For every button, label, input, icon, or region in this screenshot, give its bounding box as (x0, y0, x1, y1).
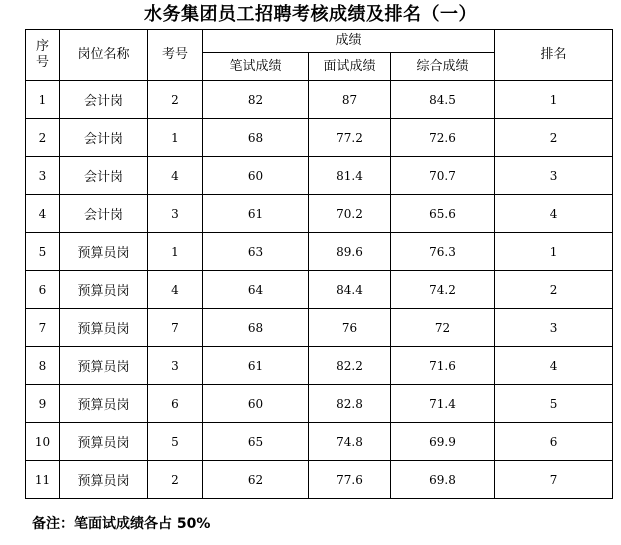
cell-exam-no: 4 (148, 271, 203, 309)
cell-written: 60 (203, 385, 309, 423)
cell-rank: 7 (495, 461, 613, 499)
cell-rank: 4 (495, 195, 613, 233)
table-row (26, 385, 613, 423)
cell-written: 61 (203, 347, 309, 385)
cell-combined: 76.3 (391, 233, 495, 271)
cell-combined: 72.6 (391, 119, 495, 157)
cell-interview: 84.4 (309, 271, 391, 309)
cell-interview: 70.2 (309, 195, 391, 233)
cell-interview: 81.4 (309, 157, 391, 195)
cell-interview: 74.8 (309, 423, 391, 461)
cell-index: 10 (26, 423, 60, 461)
cell-position: 预算员岗 (60, 271, 148, 309)
table-row (26, 81, 613, 119)
cell-position: 会计岗 (60, 119, 148, 157)
cell-exam-no: 4 (148, 157, 203, 195)
cell-rank: 1 (495, 233, 613, 271)
header-combined: 综合成绩 (391, 53, 495, 81)
cell-index: 1 (26, 81, 60, 119)
table-row (26, 423, 613, 461)
cell-exam-no: 3 (148, 195, 203, 233)
cell-interview: 89.6 (309, 233, 391, 271)
cell-combined: 84.5 (391, 81, 495, 119)
table-row (26, 347, 613, 385)
cell-exam-no: 1 (148, 119, 203, 157)
cell-written: 61 (203, 195, 309, 233)
cell-written: 68 (203, 309, 309, 347)
cell-index: 4 (26, 195, 60, 233)
cell-rank: 3 (495, 157, 613, 195)
cell-interview: 82.8 (309, 385, 391, 423)
cell-rank: 2 (495, 271, 613, 309)
table-row (26, 157, 613, 195)
cell-index: 5 (26, 233, 60, 271)
header-index (26, 30, 60, 81)
cell-position: 预算员岗 (60, 233, 148, 271)
cell-position: 预算员岗 (60, 461, 148, 499)
cell-exam-no: 1 (148, 233, 203, 271)
cell-index: 11 (26, 461, 60, 499)
footnote: 备注：笔面试成绩各占 50% (32, 516, 211, 532)
cell-rank: 4 (495, 347, 613, 385)
cell-rank: 6 (495, 423, 613, 461)
cell-position: 预算员岗 (60, 385, 148, 423)
cell-index: 3 (26, 157, 60, 195)
table-row (26, 271, 613, 309)
header-scores-group: 成绩 (203, 30, 495, 53)
cell-combined: 74.2 (391, 271, 495, 309)
cell-written: 65 (203, 423, 309, 461)
cell-exam-no: 6 (148, 385, 203, 423)
header-rank: 排名 (495, 30, 613, 81)
cell-exam-no: 5 (148, 423, 203, 461)
cell-exam-no: 3 (148, 347, 203, 385)
cell-rank: 5 (495, 385, 613, 423)
cell-written: 82 (203, 81, 309, 119)
cell-interview: 77.2 (309, 119, 391, 157)
scores-table (25, 29, 613, 499)
cell-index: 7 (26, 309, 60, 347)
cell-index: 9 (26, 385, 60, 423)
cell-rank: 1 (495, 81, 613, 119)
cell-combined: 70.7 (391, 157, 495, 195)
cell-combined: 71.6 (391, 347, 495, 385)
header-exam-no: 考号 (148, 30, 203, 81)
table-body (26, 81, 613, 499)
table-row (26, 119, 613, 157)
cell-interview: 87 (309, 81, 391, 119)
cell-index: 6 (26, 271, 60, 309)
cell-written: 68 (203, 119, 309, 157)
cell-exam-no: 2 (148, 81, 203, 119)
header-interview: 面试成绩 (309, 53, 391, 81)
cell-position: 预算员岗 (60, 347, 148, 385)
cell-written: 60 (203, 157, 309, 195)
cell-position: 会计岗 (60, 81, 148, 119)
table-row (26, 461, 613, 499)
header-position: 岗位名称 (60, 30, 148, 81)
cell-written: 62 (203, 461, 309, 499)
cell-rank: 2 (495, 119, 613, 157)
cell-position: 预算员岗 (60, 309, 148, 347)
header-index-text: 序号 (35, 39, 49, 70)
cell-combined: 65.6 (391, 195, 495, 233)
cell-combined: 69.9 (391, 423, 495, 461)
cell-index: 2 (26, 119, 60, 157)
cell-index: 8 (26, 347, 60, 385)
cell-rank: 3 (495, 309, 613, 347)
table-row (26, 233, 613, 271)
header-row-top (26, 30, 613, 53)
cell-interview: 77.6 (309, 461, 391, 499)
cell-interview: 76 (309, 309, 391, 347)
cell-exam-no: 7 (148, 309, 203, 347)
cell-combined: 71.4 (391, 385, 495, 423)
cell-written: 64 (203, 271, 309, 309)
cell-combined: 69.8 (391, 461, 495, 499)
cell-written: 63 (203, 233, 309, 271)
cell-interview: 82.2 (309, 347, 391, 385)
header-written: 笔试成绩 (203, 53, 309, 81)
cell-exam-no: 2 (148, 461, 203, 499)
table-row (26, 309, 613, 347)
page-title: 水务集团员工招聘考核成绩及排名（一） (144, 4, 477, 25)
cell-combined: 72 (391, 309, 495, 347)
table-row (26, 195, 613, 233)
cell-position: 会计岗 (60, 195, 148, 233)
cell-position: 会计岗 (60, 157, 148, 195)
cell-position: 预算员岗 (60, 423, 148, 461)
